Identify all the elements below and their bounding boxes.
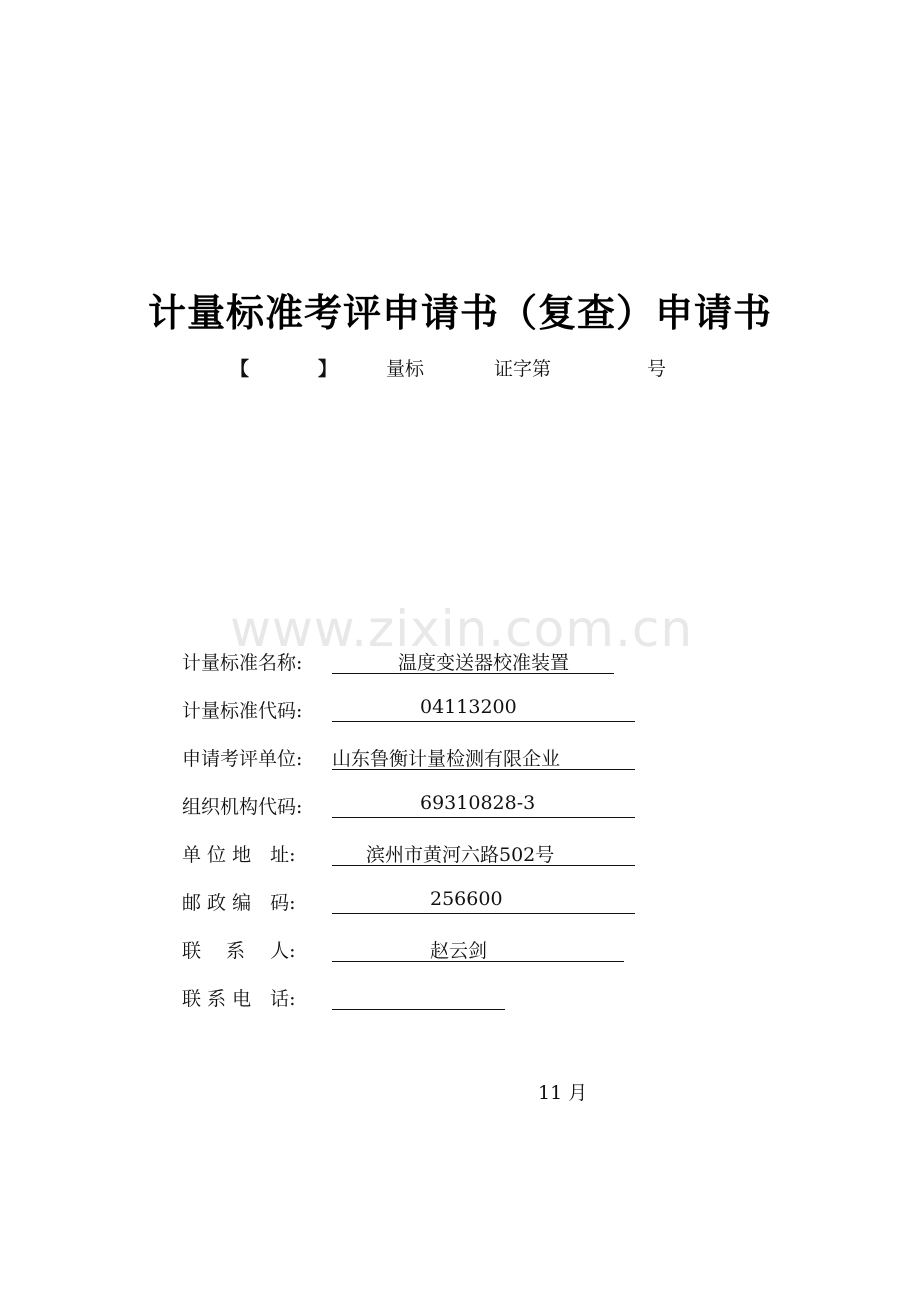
field-value-line <box>332 840 635 866</box>
field-value: 69310828-3 <box>420 792 536 814</box>
field-value-line <box>332 792 635 818</box>
date-text: 11 月 <box>538 1082 588 1104</box>
field-value-line <box>332 936 624 962</box>
certificate-part-2: 证字第 <box>494 358 552 380</box>
field-label: 单 位 地 址: <box>182 844 296 866</box>
field-label: 计量标准代码: <box>182 700 303 722</box>
field-label: 联 系 人: <box>182 940 296 962</box>
field-label: 申请考评单位: <box>182 748 303 770</box>
field-value-line <box>332 984 505 1010</box>
certificate-number-line <box>0 354 920 384</box>
field-label: 联 系 电 话: <box>182 988 296 1010</box>
field-label: 邮 政 编 码: <box>182 892 296 914</box>
field-value-line <box>332 696 635 722</box>
field-value-line <box>332 744 635 770</box>
document-title: 计量标准考评申请书（复查）申请书 <box>147 291 772 335</box>
close-bracket: 】 <box>318 358 338 380</box>
field-value: 赵云剑 <box>430 940 488 962</box>
field-value: 256600 <box>430 888 503 910</box>
field-label: 组织机构代码: <box>182 796 303 818</box>
field-value: 温度变送器校准装置 <box>398 652 570 674</box>
certificate-part-3: 号 <box>647 358 667 380</box>
field-value-line <box>332 648 614 674</box>
field-value: 山东鲁衡计量检测有限企业 <box>332 748 561 770</box>
field-label: 计量标准名称: <box>182 652 303 674</box>
open-bracket: 【 <box>230 358 250 380</box>
certificate-part-1: 量标 <box>386 358 425 380</box>
field-value: 滨州市黄河六路502号 <box>366 844 555 866</box>
watermark: www.zixin.com.cn <box>230 600 694 658</box>
field-value-line <box>332 888 635 914</box>
field-value: 04113200 <box>420 696 517 718</box>
